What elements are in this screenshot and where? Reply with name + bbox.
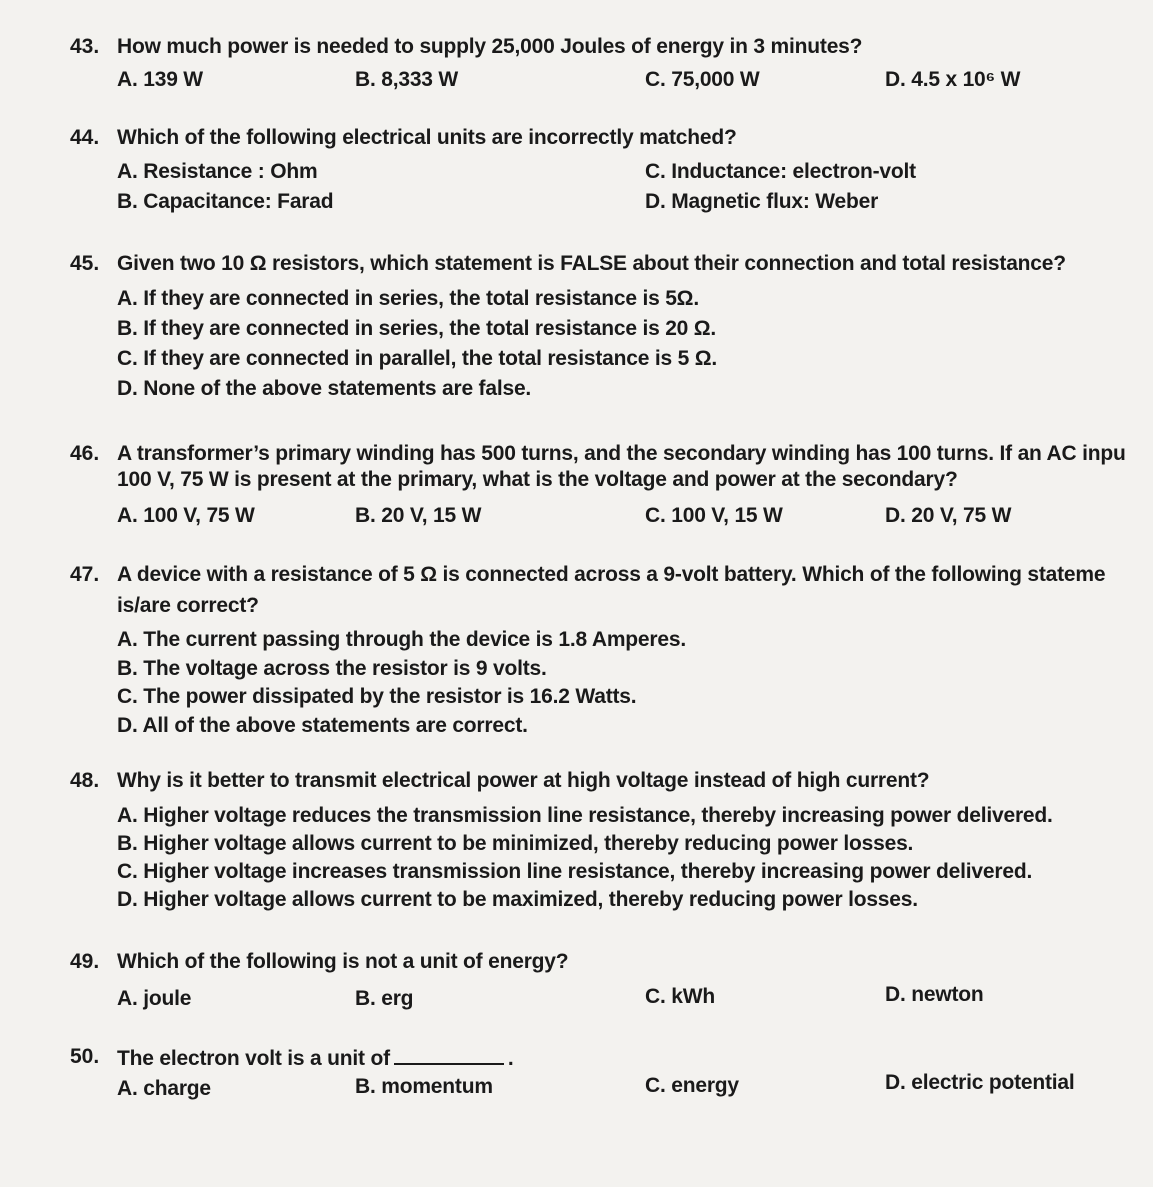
option-b: B. erg (355, 987, 414, 1010)
option-c: C. Higher voltage increases transmission line resistance, thereby increasing power delivered. (117, 860, 1033, 883)
option-c: C. 75,000 W (645, 68, 760, 91)
option-b: B. momentum (355, 1075, 493, 1098)
option-c: C. Inductance: electron-volt (645, 160, 916, 183)
option-d: D. newton (885, 983, 984, 1006)
option-c: C. The power dissipated by the resistor is 16.2 Watts. (117, 685, 637, 708)
option-a: A. Higher voltage reduces the transmission line resistance, thereby increasing power delivered. (117, 804, 1053, 827)
question-number: 44. (70, 126, 100, 149)
question-number: 46. (70, 442, 100, 465)
question-stem: Why is it better to transmit electrical power at high voltage instead of high current? (117, 769, 930, 792)
option-d: D. electric potential (885, 1071, 1075, 1094)
option-d: D. All of the above statements are correct. (117, 714, 528, 737)
question-stem-text: The electron volt is a unit of (117, 1047, 390, 1070)
option-d: D. 20 V, 75 W (885, 504, 1012, 527)
option-c: C. 100 V, 15 W (645, 504, 783, 527)
answer-blank (394, 1043, 504, 1065)
question-stem: Which of the following is not a unit of energy? (117, 950, 569, 973)
question-stem: Which of the following electrical units are incorrectly matched? (117, 126, 737, 149)
question-number: 49. (70, 950, 100, 973)
question-stem-continued: 100 V, 75 W is present at the primary, what is the voltage and power at the secondary? (117, 468, 958, 491)
option-c: C. If they are connected in parallel, the total resistance is 5 Ω. (117, 347, 718, 370)
question-number: 50. (70, 1045, 100, 1068)
option-d: D. 4.5 x 10⁶ W (885, 68, 1021, 91)
question-stem-end: . (507, 1047, 514, 1070)
option-d: D. Higher voltage allows current to be maximized, thereby reducing power losses. (117, 888, 918, 911)
option-d: D. None of the above statements are false. (117, 377, 532, 400)
option-a: A. Resistance : Ohm (117, 160, 318, 183)
option-b: B. 8,333 W (355, 68, 459, 91)
question-stem: How much power is needed to supply 25,000 Joules of energy in 3 minutes? (117, 35, 863, 58)
question-stem-continued: is/are correct? (117, 594, 259, 617)
option-b: B. Capacitance: Farad (117, 190, 334, 213)
option-c: C. energy (645, 1074, 739, 1097)
option-a: A. 139 W (117, 68, 203, 91)
question-number: 48. (70, 769, 100, 792)
question-number: 47. (70, 563, 100, 586)
option-a: A. charge (117, 1077, 211, 1100)
option-c: C. kWh (645, 985, 715, 1008)
option-a: A. 100 V, 75 W (117, 504, 255, 527)
option-d: D. Magnetic flux: Weber (645, 190, 879, 213)
option-b: B. The voltage across the resistor is 9 volts. (117, 657, 547, 680)
question-number: 43. (70, 35, 100, 58)
question-number: 45. (70, 252, 100, 275)
option-b: B. 20 V, 15 W (355, 504, 482, 527)
question-stem: A transformer’s primary winding has 500 turns, and the secondary winding has 100 turns. If an AC inpu (117, 442, 1126, 465)
option-b: B. Higher voltage allows current to be minimized, thereby reducing power losses. (117, 832, 914, 855)
option-a: A. joule (117, 987, 192, 1010)
option-b: B. If they are connected in series, the total resistance is 20 Ω. (117, 317, 717, 340)
question-stem: A device with a resistance of 5 Ω is connected across a 9-volt battery. Which of the following stateme (117, 563, 1106, 586)
question-stem: Given two 10 Ω resistors, which statement is FALSE about their connection and total resistance? (117, 252, 1066, 275)
question-stem (117, 1043, 514, 1073)
option-a: A. The current passing through the device is 1.8 Amperes. (117, 628, 686, 651)
option-a: A. If they are connected in series, the total resistance is 5Ω. (117, 287, 699, 310)
